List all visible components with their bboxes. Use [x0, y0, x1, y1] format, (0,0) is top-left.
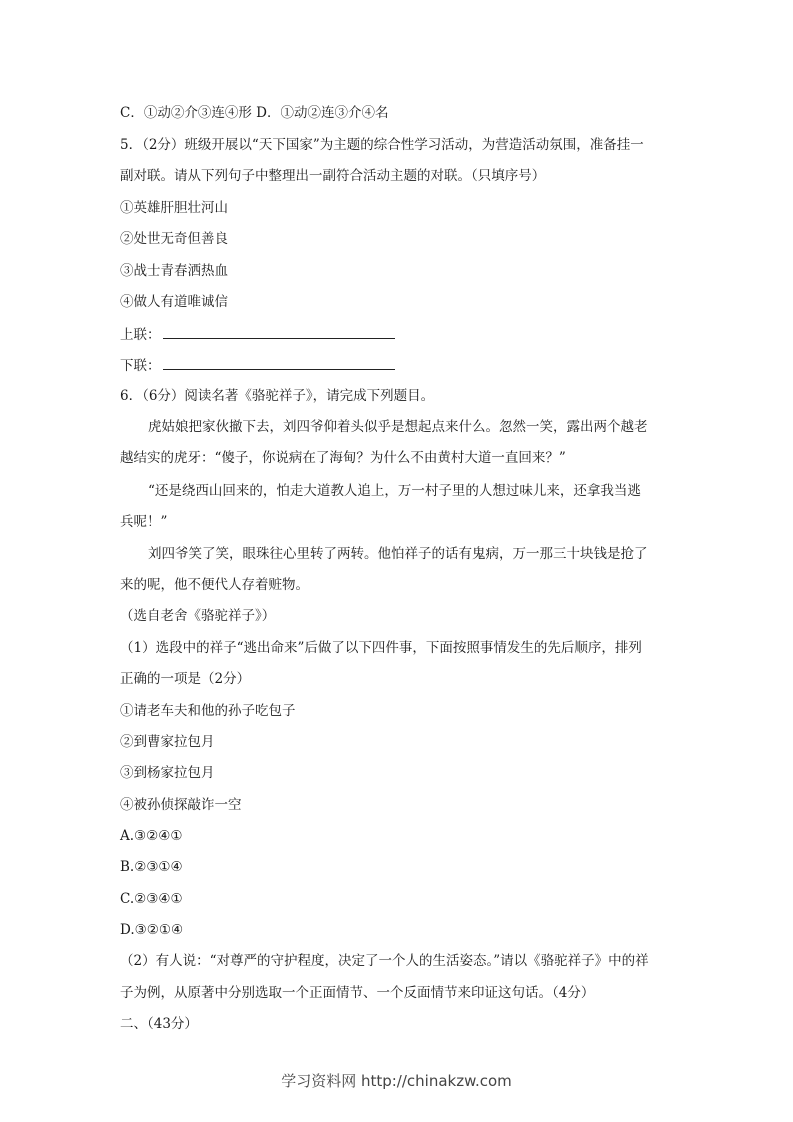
footer-watermark: 学习资料网 http://chinakzw.com [281, 1072, 512, 1090]
passage-line: 兵呢！” [120, 514, 168, 530]
upper-line-field [120, 324, 395, 344]
upper-line-blank[interactable] [163, 324, 395, 339]
lower-line-field [120, 355, 395, 375]
upper-line-label: 上联： [120, 327, 161, 343]
passage-source: （选自老舍《骆驼祥子》） [120, 608, 276, 624]
lower-line-label: 下联： [120, 358, 161, 374]
choice-b: B.②③①④ [120, 859, 183, 875]
passage-line: 虎姑娘把家伙撤下去，刘四爷仰着头似乎是想起点来什么。忽然一笑，露出两个越老 [148, 419, 648, 435]
lower-line-blank[interactable] [163, 355, 395, 370]
sub-question-2-cont: 子为例，从原著中分别选取一个正面情节、一个反面情节来印证这句话。（4分） [120, 985, 595, 1001]
passage-line: 刘四爷笑了笑，眼珠往心里转了两转。他怕祥子的话有鬼病，万一那三十块钱是抢了 [148, 546, 648, 562]
choice-a: A.③②④① [120, 828, 183, 844]
passage-line: 来的呢，他不便代人存着赃物。 [120, 577, 309, 593]
question-5-stem-cont: 副对联。请从下列句子中整理出一副符合活动主题的对联。（只填序号） [120, 168, 546, 184]
event-2: ②到曹家拉包月 [120, 734, 215, 750]
couplet-option-4: ④做人有道唯诚信 [120, 294, 228, 310]
sub-question-1-cont: 正确的一项是（2分） [120, 671, 251, 687]
option-cd: C．①动②介③连④形 D．①动②连③介④名 [120, 105, 389, 121]
event-4: ④被孙侦探敲诈一空 [120, 797, 242, 813]
couplet-option-3: ③战士青春洒热血 [120, 263, 228, 279]
couplet-option-2: ②处世无奇但善良 [120, 231, 228, 247]
choice-d: D.③②①④ [120, 922, 184, 938]
sub-question-1: （1）选段中的祥子“逃出命来”后做了以下四件事，下面按照事情发生的先后顺序，排列 [120, 640, 642, 656]
question-6-stem: 6．（6分）阅读名著《骆驼祥子》，请完成下列题目。 [120, 388, 435, 404]
sub-question-2: （2）有人说：“对尊严的守护程度，决定了一个人的生活姿态。”请以《骆驼祥子》中的祥 [120, 953, 649, 969]
couplet-option-1: ①英雄肝胆壮河山 [120, 200, 228, 216]
passage-line: “还是绕西山回来的，怕走大道教人追上，万一村子里的人想过味儿来，还拿我当逃 [148, 483, 641, 499]
section-2-heading: 二、（43分） [120, 1016, 198, 1032]
event-3: ③到杨家拉包月 [120, 765, 215, 781]
event-1: ①请老车夫和他的孙子吃包子 [120, 703, 296, 719]
question-5-stem: 5．（2分）班级开展以“天下国家”为主题的综合性学习活动，为营造活动氛围，准备挂一 [120, 137, 644, 153]
passage-line: 越结实的虎牙：“傻子，你说病在了海甸？为什么不由黄村大道一直回来？” [120, 450, 566, 466]
choice-c: C.②③④① [120, 891, 183, 907]
